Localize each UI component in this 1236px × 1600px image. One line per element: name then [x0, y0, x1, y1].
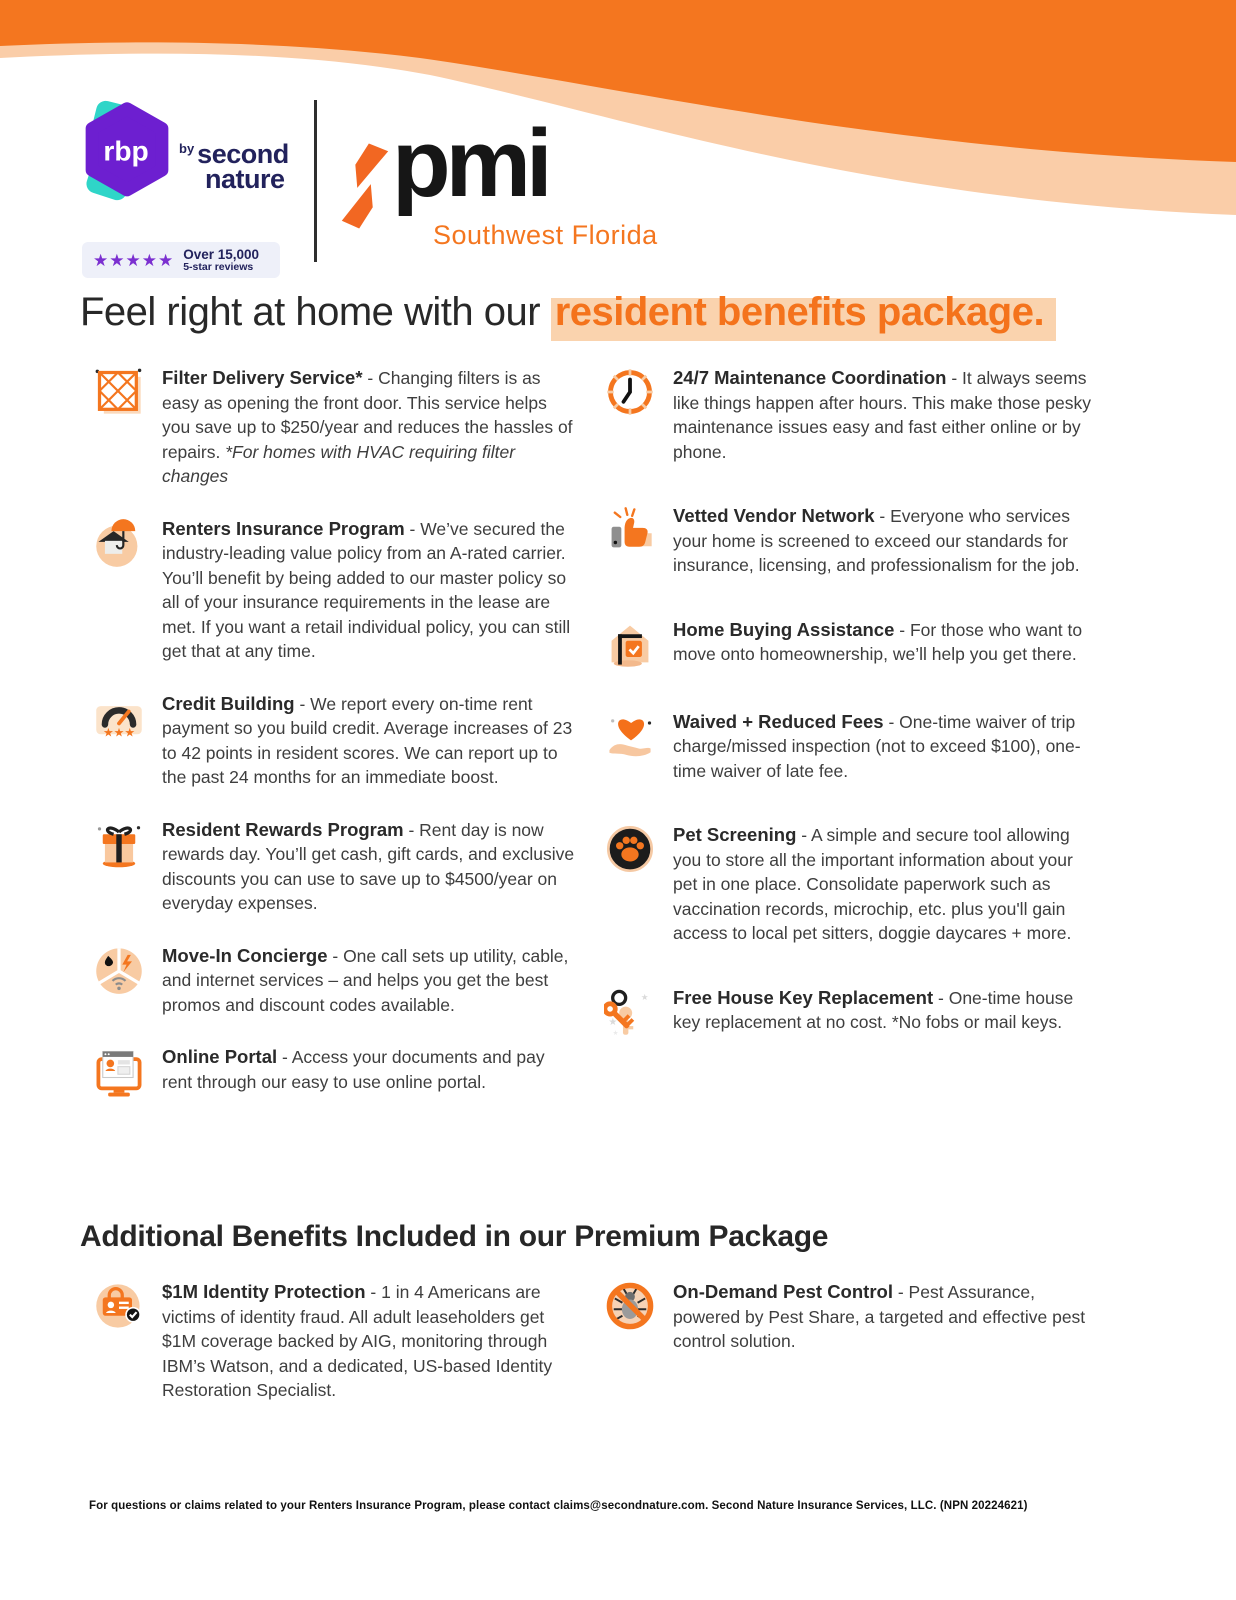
header-wave-decoration — [0, 0, 1236, 240]
benefit-pest-control — [604, 1280, 1096, 1354]
benefit-filter-delivery — [93, 366, 575, 489]
benefit-desc: - A simple and secure tool allowing you to store all the important information about your pet in one place. Consolidate paperwork such as vaccination records, microchip, etc. plus you'll gain access to local pet sitters, doggie daycares + more. — [673, 825, 1073, 943]
benefit-title: Free House Key Replacement — [673, 986, 934, 1008]
clock-icon — [604, 366, 656, 418]
benefit-identity-protection — [93, 1280, 575, 1403]
benefit-desc: - 1 in 4 Americans are victims of identity fraud. All adult leaseholders get $1M coverage backed by AIG, monitoring through IBM’s Watson, and a dedicated, US-based Identity Restoration Specialist. — [162, 1282, 553, 1400]
benefits-column-left — [93, 366, 575, 1125]
benefit-title: Credit Building — [162, 692, 295, 714]
benefit-resident-rewards — [93, 818, 575, 916]
pmi-wordmark: pmi — [392, 110, 548, 217]
benefit-text — [162, 944, 575, 1018]
benefit-text — [162, 1280, 575, 1403]
benefit-title: Home Buying Assistance — [673, 618, 895, 640]
benefit-text — [162, 692, 575, 790]
home-sign-icon — [604, 618, 656, 670]
house-key-icon — [604, 986, 656, 1038]
rbp-badge-logo — [80, 96, 174, 212]
logo-divider — [314, 100, 317, 262]
benefit-title: Online Portal — [162, 1046, 278, 1067]
five-stars-icon: ★★★★★ — [93, 250, 175, 270]
benefit-text — [673, 1280, 1096, 1354]
svg-text:★★★: ★★★ — [102, 724, 136, 739]
benefit-title: Resident Rewards Program — [162, 818, 404, 840]
benefit-pet-screening — [604, 823, 1096, 946]
benefit-text — [673, 504, 1096, 578]
headline-prefix: Feel right at home with our — [80, 290, 541, 334]
benefit-desc: - One-time house key replacement at no cost. *No fobs or mail keys. — [673, 987, 1074, 1032]
svg-text:★: ★ — [640, 991, 649, 1002]
headline-highlight: resident benefits package. — [551, 290, 1056, 341]
brand-word-second: second — [197, 139, 289, 169]
rbp-badge-label: rbp — [103, 134, 149, 167]
premium-column-left — [93, 1280, 575, 1431]
svg-text:★: ★ — [612, 1029, 619, 1037]
online-portal-monitor-icon — [93, 1045, 145, 1097]
svg-text:★: ★ — [608, 1016, 618, 1028]
benefit-text — [162, 366, 575, 489]
benefit-desc: - It always seems like things happen after hours. This make those pesky maintenance issues easy and fast either online or by phone. — [673, 368, 1091, 462]
utilities-wheel-icon — [93, 944, 145, 996]
benefit-vetted-vendors — [604, 504, 1096, 578]
identity-shield-icon — [93, 1280, 145, 1332]
benefit-desc: - Everyone who services your home is screened to exceed our standards for insurance, licensing, and professionalism for the job. — [673, 506, 1080, 575]
benefit-text — [162, 818, 575, 916]
benefit-title: On-Demand Pest Control — [673, 1281, 893, 1302]
benefit-title: Pet Screening — [673, 824, 797, 845]
pet-paw-icon — [604, 823, 656, 875]
benefit-desc: - Access your documents and pay rent through our easy to use online portal. — [162, 1047, 545, 1092]
benefit-text — [673, 618, 1096, 670]
pmi-region-label: Southwest Florida — [433, 220, 658, 250]
gift-box-icon — [93, 818, 145, 870]
air-filter-icon — [93, 366, 145, 418]
benefit-note: *For homes with HVAC requiring filter changes — [162, 441, 516, 486]
premium-column-right — [604, 1280, 1096, 1382]
brand-word-nature: nature — [205, 164, 285, 194]
benefit-title: Move-In Concierge — [162, 944, 328, 966]
benefit-desc: - One-time waiver of trip charge/missed inspection (not to exceed $100), one-time waiver of late fee. — [673, 711, 1081, 781]
benefits-column-right — [604, 366, 1096, 1078]
benefit-desc: - For those who want to move onto homeownership, we’ll help you get there. — [673, 619, 1083, 664]
benefit-title: Renters Insurance Program — [162, 517, 405, 539]
benefit-home-buying — [604, 618, 1096, 670]
benefit-maintenance — [604, 366, 1096, 464]
credit-gauge-icon — [93, 692, 145, 744]
benefit-text — [673, 710, 1096, 784]
reviews-count: Over 15,000 — [183, 246, 260, 262]
benefit-title: Filter Delivery Service* — [162, 367, 363, 388]
benefit-title: $1M Identity Protection — [162, 1281, 366, 1302]
benefit-desc: - Changing filters is as easy as opening the front door. This service helps you save up to $250/year and reduces the hassles of repairs. — [162, 368, 573, 462]
pmi-flag-icon — [336, 140, 394, 232]
benefit-title: 24/7 Maintenance Coordination — [673, 367, 947, 388]
umbrella-house-icon — [93, 517, 145, 569]
benefit-text — [162, 517, 575, 664]
benefit-text — [673, 823, 1096, 946]
by-label: by — [179, 141, 195, 156]
benefit-desc: - Pest Assurance, powered by Pest Share, a targeted and effective pest control solution. — [673, 1282, 1086, 1351]
second-nature-wordmark — [179, 136, 289, 192]
premium-section-heading: Additional Benefits Included in our Premium Package — [80, 1220, 829, 1253]
benefit-desc: - We’ve secured the industry-leading value policy from an A-rated carrier. You’ll benefit by being added to our master policy so all of your insurance requirements in the lease are met. If you want a retail individual policy, you can still get that at any time. — [162, 518, 571, 661]
footer-disclaimer: For questions or claims related to your Renters Insurance Program, please contact claims@secondnature.com. Second Nature Insurance Services, LLC. (NPN 20224621) — [89, 1500, 1028, 1512]
benefit-text — [162, 1045, 575, 1097]
benefit-renters-insurance — [93, 517, 575, 664]
reviews-text — [183, 247, 259, 274]
heart-hand-icon — [604, 710, 656, 762]
reviews-badge — [82, 242, 280, 278]
benefit-text — [673, 986, 1096, 1038]
benefit-online-portal — [93, 1045, 575, 1097]
benefit-waived-fees — [604, 710, 1096, 784]
benefit-key-replacement — [604, 986, 1096, 1038]
benefit-title: Waived + Reduced Fees — [673, 710, 884, 732]
page-title — [80, 290, 1056, 335]
benefit-move-in-concierge — [93, 944, 575, 1018]
thumbs-up-icon — [604, 504, 656, 556]
benefit-credit-building — [93, 692, 575, 790]
benefit-text — [673, 366, 1096, 464]
benefit-desc: - Rent day is now rewards day. You’ll get cash, gift cards, and exclusive discounts you can use to save up to $4500/year on everyday expenses. — [162, 819, 575, 913]
reviews-caption: 5-star reviews — [183, 260, 254, 273]
benefit-title: Vetted Vendor Network — [673, 505, 875, 526]
benefit-desc: - We report every on-time rent payment so you build credit. Average increases of 23 to 42 points in resident scores. We can report up to the past 24 months for an immediate boost. — [162, 693, 573, 787]
benefit-desc: - One call sets up utility, cable, and internet services – and helps you get the best promos and discount codes available. — [162, 945, 569, 1015]
no-pest-icon — [604, 1280, 656, 1332]
